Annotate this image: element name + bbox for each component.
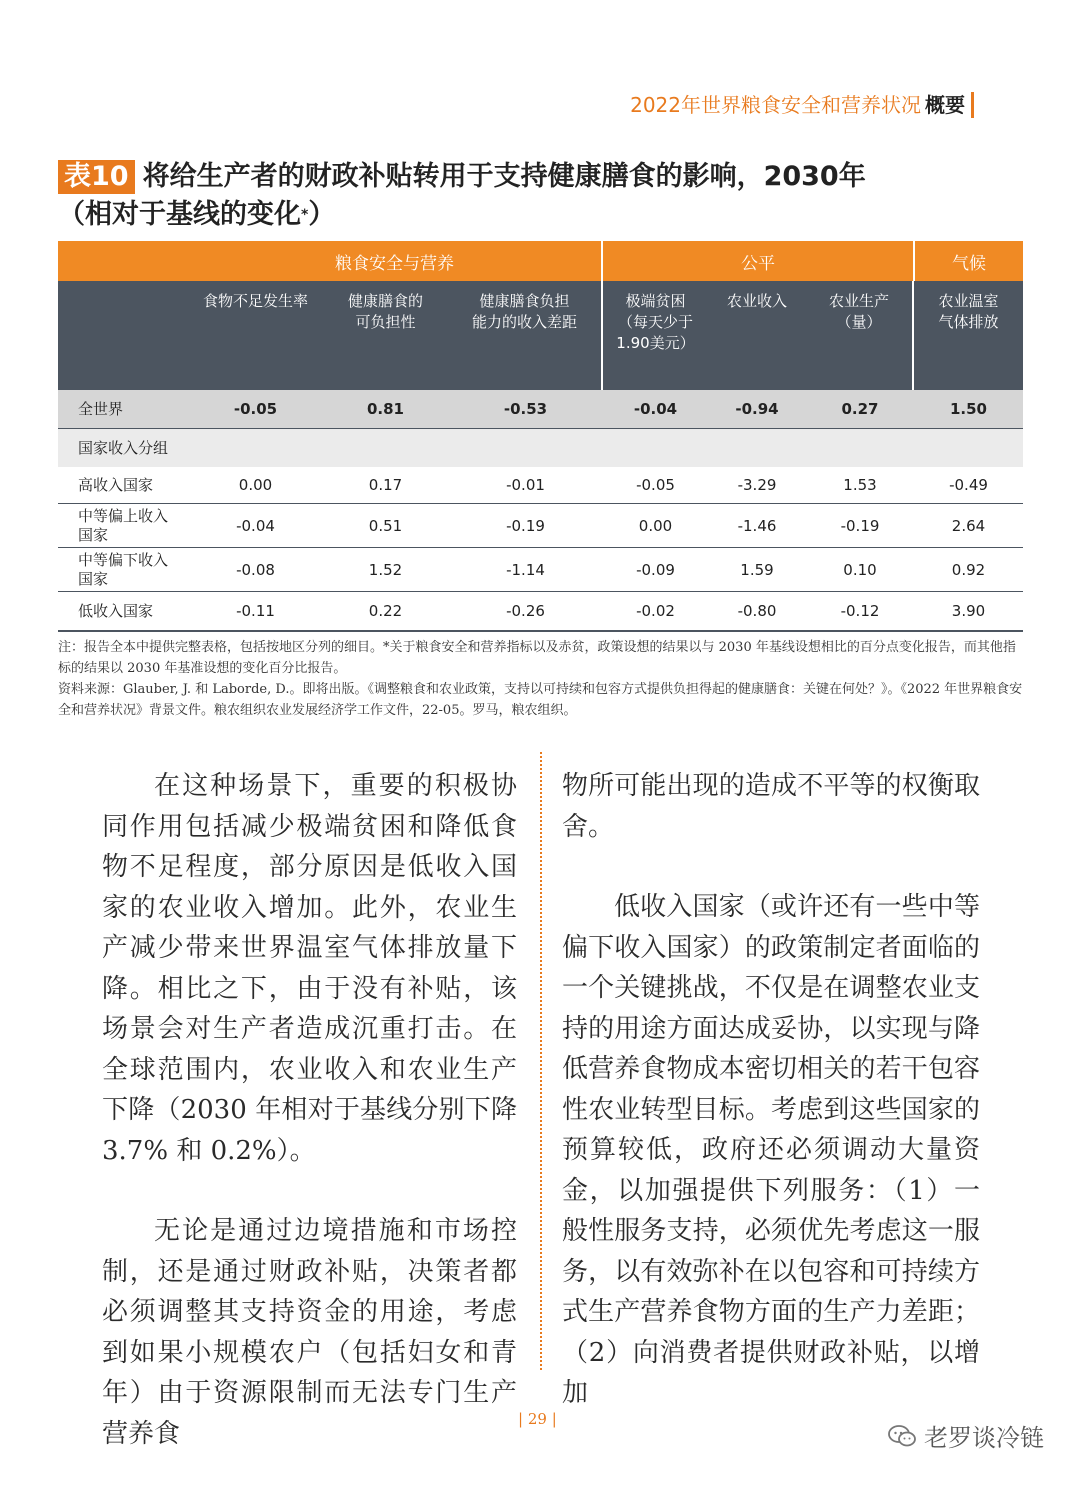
table-cell: -0.80 (737, 602, 777, 620)
table-row (58, 548, 1023, 592)
col-header-farm-output: 农业生产 （量） (806, 281, 914, 390)
table-cell: -0.05 (233, 400, 278, 418)
group-food-security: 粮食安全与营养 (188, 241, 603, 281)
table-cell: -1.46 (737, 516, 777, 535)
row-label: 中等偏上收入 国家 (78, 506, 169, 544)
table-cell: -0.09 (636, 560, 675, 579)
table-cell: -0.49 (949, 476, 988, 494)
table-cell: -0.19 (506, 516, 545, 535)
table-number-badge: 表10 (58, 160, 135, 194)
table-cell: 0.10 (843, 560, 877, 579)
table-cell: 1.50 (949, 400, 987, 418)
table-cell: -3.29 (737, 476, 777, 494)
col-header-undernourishment: 食物不足发生率 (202, 292, 308, 310)
table-cell: -0.04 (633, 400, 678, 418)
body-left-column (102, 766, 517, 1454)
table-cell: 0.00 (638, 516, 673, 535)
table-cell: 2.64 (951, 516, 986, 535)
table-cell: 1.52 (368, 560, 403, 579)
table-cell: 0.22 (368, 602, 403, 620)
table-row-world (58, 390, 1023, 429)
col-header-income-gap: 健康膳食负担 能力的收入差距 (448, 281, 603, 390)
row-label: 全世界 (78, 399, 124, 418)
section-label: 国家收入分组 (78, 438, 169, 457)
col-header-farm-income: 农业收入 (726, 292, 787, 310)
paragraph: 无论是通过边境措施和市场控制，还是通过财政补贴，决策者都必须调整其支持资金的用途，考虑到如果小规模农户（包括妇女和青年）由于资源限制而无法专门生产营养食 (102, 1216, 517, 1449)
table-cell: -0.05 (636, 476, 675, 494)
running-header (630, 92, 974, 118)
column-spacer (58, 281, 188, 390)
note-text: 注：报告全本中提供完整表格，包括按地区分列的细目。*关于粮食安全和营养指标以及赤贫，政策设想的结果以与 2030 年基线设想相比的百分点变化报告，而其他指标的结果以 2030 年基准设想的变化百分比报告。 (58, 640, 1016, 676)
table-cell: -0.53 (503, 400, 548, 418)
table-cell: 3.90 (951, 602, 986, 620)
table-row (58, 592, 1023, 632)
watermark (888, 1418, 1044, 1453)
table-cell: -0.12 (840, 602, 880, 620)
table-group-header (58, 241, 1023, 281)
table-cell: 1.53 (843, 476, 877, 494)
paragraph: 在这种场景下，重要的积极协同作用包括减少极端贫困和降低食物不足程度，部分原因是低收入国家的农业收入增加。此外，农业生产减少带来世界温室气体排放量下降。相比之下，由于没有补贴，该场景会对生产者造成沉重打击。在全球范围内，农业收入和农业生产下降（2030 年相对于基线分别下降 3.7% 和 0.2%）。 (102, 771, 517, 1166)
title-text: 将给生产者的财政补贴转用于支持健康膳食的影响，2030年 (142, 161, 866, 192)
table-cell: -0.94 (735, 400, 779, 418)
row-label: 低收入国家 (78, 601, 154, 620)
table-cell: 0.00 (238, 476, 273, 494)
group-spacer (58, 241, 188, 281)
title-line-1 (58, 158, 1028, 196)
table-cell: -0.08 (236, 560, 275, 579)
body-right-column (562, 766, 980, 1414)
table-cell: -0.02 (636, 602, 675, 620)
results-table (58, 241, 1023, 632)
wechat-icon (888, 1425, 916, 1447)
group-climate: 气候 (952, 253, 986, 274)
paragraph: 低收入国家（或许还有一些中等偏下收入国家）的政策制定者面临的一个关键挑战，不仅是在调整农业支持的用途方面达成妥协，以实现与降低营养食物成本密切相关的若干包容性农业转型目标。考虑到这些国家的预算较低，政府还必须调动大量资金，以加强提供下列服务：（1）一般性服务支持，必须优先考虑这一服务，以有效弥补在以包容和可持续方式生产营养食物方面的生产力差距；（2）向消费者提供财政补贴，以增加 (562, 892, 980, 1408)
source-text: 资料来源：Glauber, J. 和 Laborde, D.。即将出版。《调整粮食和农业政策，支持以可持续和包容方式提供负担得起的健康膳食：关键在何处？》。《2022 年世界粮食安全和营养状况》背景文件。粮农组织农业发展经济学工作文件，22-05。罗马，粮农组织。 (58, 682, 1023, 718)
table-cell: 1.59 (740, 560, 774, 579)
table-cell: -0.11 (236, 602, 275, 620)
title-line-2 (58, 196, 1028, 234)
table-notes (58, 637, 1023, 721)
title-close-paren: ） (308, 199, 336, 230)
table-cell: 0.27 (841, 400, 879, 418)
title-asterisk: * (301, 207, 309, 223)
table-row (58, 467, 1023, 504)
paragraph: 物所可能出现的造成不平等的权衡取舍。 (562, 771, 980, 842)
table-row (58, 504, 1023, 548)
table-column-header (58, 281, 1023, 390)
running-title-bold: 概要 (925, 93, 965, 117)
table-cell: -0.19 (840, 516, 880, 535)
col-header-extreme-poverty: 极端贫困 （每天少于 1.90美元） (616, 292, 695, 352)
page-number-value: 29 (527, 1410, 547, 1428)
table-cell: 0.17 (368, 476, 403, 494)
column-divider (540, 752, 542, 1370)
table-cell: 0.92 (951, 560, 986, 579)
row-label: 中等偏下收入 国家 (78, 550, 169, 588)
group-equity: 公平 (603, 241, 915, 281)
table-cell: -0.01 (506, 476, 545, 494)
watermark-text: 老罗谈冷链 (924, 1424, 1044, 1452)
page-number: | 29 | (518, 1410, 557, 1428)
row-label: 高收入国家 (78, 475, 154, 494)
table-title (58, 158, 1028, 234)
col-header-affordability: 健康膳食的 可负担性 (347, 292, 423, 331)
running-title: 2022年世界粮食安全和营养状况 (630, 93, 921, 117)
table-cell: -1.14 (506, 560, 545, 579)
title-subtext: （相对于基线的变化 (58, 199, 301, 230)
table-section-row (58, 429, 1023, 467)
col-header-ghg-emissions: 农业温室 气体排放 (938, 292, 999, 331)
table-cell: 0.81 (366, 400, 404, 418)
table-cell: -0.26 (506, 602, 545, 620)
table-cell: 0.51 (368, 516, 403, 535)
table-cell: -0.04 (236, 516, 275, 535)
